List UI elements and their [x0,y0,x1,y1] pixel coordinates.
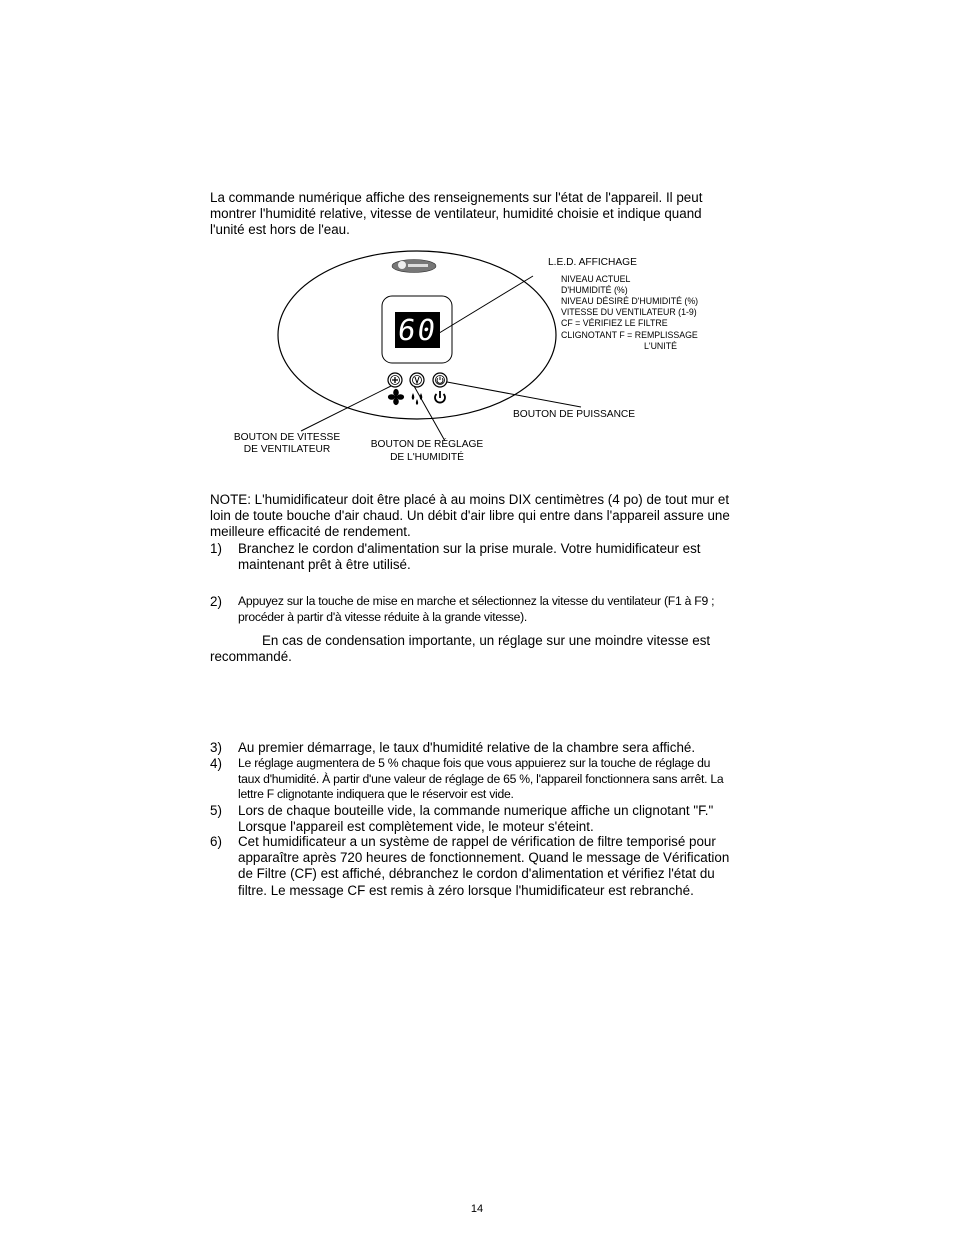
power-button-label: BOUTON DE PUISSANCE [513,409,636,420]
logo-icon [392,260,436,273]
led-line-5: CF = VÉRIFIEZ LE FILTRE [561,318,668,328]
led-line-4: VITESSE DU VENTILATEUR (1-9) [561,307,697,317]
step-number: 1) [210,541,222,556]
fan-button-icon [388,373,402,387]
fan-button-label-line-2: DE VENTILATEUR [243,444,331,455]
humidity-button-label-line-2: DE L'HUMIDITÉ [390,452,464,463]
step-text: Au premier démarrage, le taux d'humidité relative de la chambre sera affiché. [238,740,696,755]
led-line-7: L'UNITÉ [644,341,677,351]
page-number: 14 [470,1203,484,1215]
step-number: 3) [210,740,222,755]
step-number: 4) [210,756,222,771]
droplets-icon [412,393,423,405]
humidity-button-icon [410,373,424,387]
step-text: Lors de chaque bouteille vide, la commande numerique affiche un clignotant "F." Lorsque l'appareil est complètement vide, le moteur s'éteint. [238,803,714,835]
step-number: 6) [210,834,222,849]
led-title: L.E.D. AFFICHAGE [548,257,637,268]
led-line-1: NIVEAU ACTUEL [561,274,631,284]
power-leader-line [447,382,581,407]
led-line-3: NIVEAU DÉSIRÉ D'HUMIDITÉ (%) [561,296,699,306]
step-number: 2) [210,594,222,609]
humidity-button-label-line-1: BOUTON DE RÉGLAGE [370,439,484,450]
condensation-note [210,633,730,665]
step-text: Appuyez sur la touche de mise en marche et sélectionnez la vitesse du ventilateur (F1 à F9 ; procéder à partir d'à vitesse réduite à la grande vitesse). [238,594,715,624]
condensation-note-text: En cas de condensation importante, un réglage sur une moindre vitesse est recommandé. [210,633,711,665]
power-button-icon [433,373,447,387]
intro-paragraph: La commande numérique affiche des renseignements sur l'état de l'appareil. Il peut montrer l'humidité relative, vitesse de ventilateur, humidité choisie et indique quand l'unité est hors de l'eau. [210,190,703,238]
fan-button-label-line-1: BOUTON DE VITESSE [233,432,341,443]
step-text: Le réglage augmentera de 5 % chaque fois que vous appuierez sur la touche de réglage du taux d'humidité. À partir d'une valeur de réglage de 65 %, l'appareil fonctionnera sans arrêt. La lettre F clignotante indiquera que le réservoir est vide. [238,756,724,802]
step-text: Cet humidificateur a un système de rappel de vérification de filtre temporisé pour apparaître après 720 heures de fonctionnement. Quand le message de Vérification de Filtre (CF) est affiché, débranchez le cordon d'alimentation et vérifiez l'état du filtre. Le message CF est remis à zéro lorsque l'humidificateur est rebranché. [238,834,730,898]
led-line-6: CLIGNOTANT F = REMPLISSAGE [561,330,698,340]
power-icon [435,391,445,403]
control-panel-diagram [225,250,745,470]
step-text: Branchez le cordon d'alimentation sur la prise murale. Votre humidificateur est maintenant prêt à être utilisé. [238,541,701,573]
placement-note: NOTE: L'humidificateur doit être placé à au moins DIX centimètres (4 po) de tout mur et loin de toute bouche d'air chaud. Un débit d'air libre qui entre dans l'appareil assure une meilleure efficacité de rendement. [210,492,730,540]
fan-leader-line [301,386,391,431]
step-number: 5) [210,803,222,818]
led-line-2: D'HUMIDITÉ (%) [561,285,628,295]
display-value: 60 [395,313,440,347]
fan-icon [388,389,404,405]
